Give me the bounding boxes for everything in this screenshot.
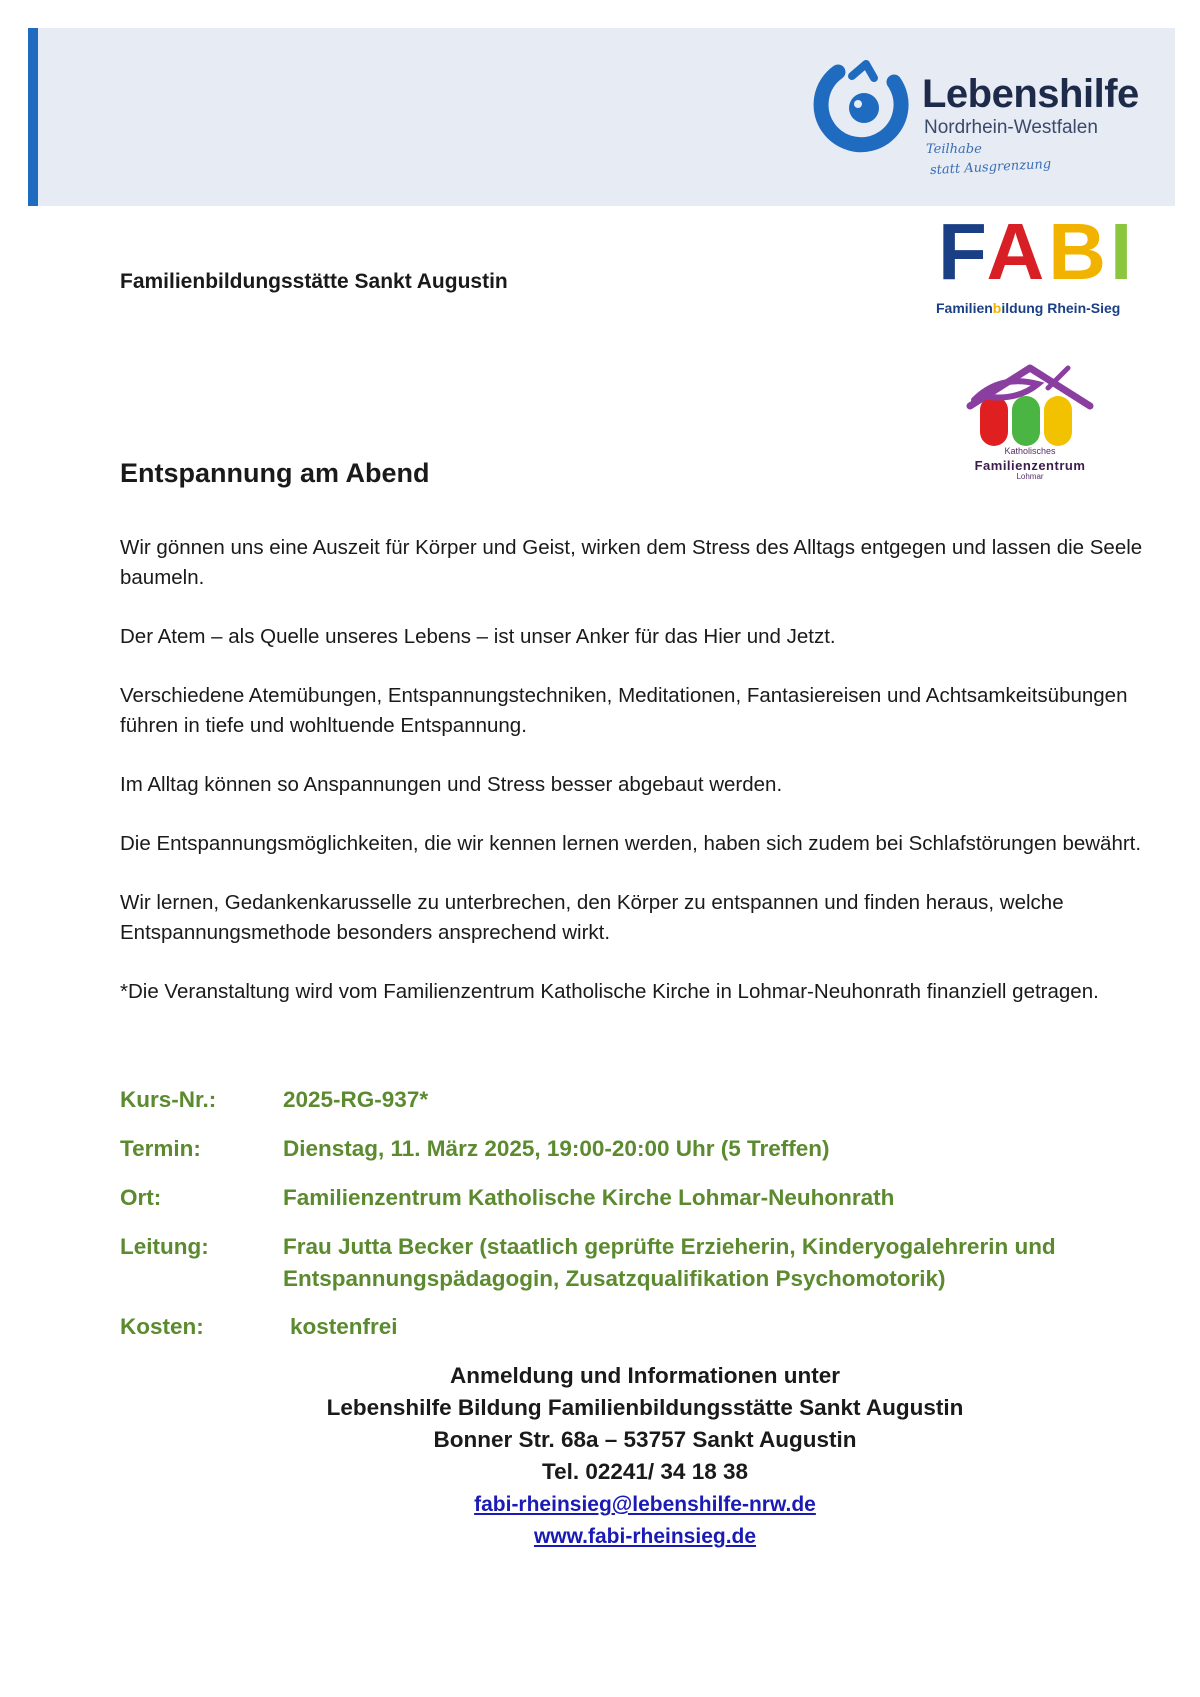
fabi-subtitle: [936, 300, 1120, 316]
fabi-sub-part3: ildung Rhein-Sieg: [1001, 300, 1121, 316]
lebenshilfe-slogan-line1: Teilhabe: [926, 142, 982, 157]
contact-block: [0, 1360, 1200, 1552]
lebenshilfe-name: Lebenshilfe: [922, 72, 1139, 116]
contact-website-link[interactable]: www.fabi-rheinsieg.de: [533, 1525, 757, 1548]
termin-label: Termin:: [120, 1136, 201, 1161]
fabi-letter-b: B: [1048, 207, 1111, 296]
description-paragraph: Der Atem – als Quelle unseres Lebens – ist unser Anker für das Hier und Jetzt.: [120, 625, 836, 648]
fabi-letter-i: I: [1110, 207, 1137, 296]
kosten-label: Kosten:: [120, 1314, 204, 1339]
leitung-label: Leitung:: [120, 1234, 209, 1259]
kurs-label: Kurs-Nr.:: [120, 1087, 217, 1112]
familienzentrum-house-icon: [960, 362, 1100, 452]
organization-name: Familienbildungsstätte Sankt Augustin: [120, 270, 508, 293]
kurs-value: 2025-RG-937*: [283, 1087, 429, 1112]
familienzentrum-bottom: Lohmar: [1016, 472, 1044, 481]
familienzentrum-name: Familienzentrum: [974, 458, 1086, 473]
ort-label: Ort:: [120, 1185, 162, 1210]
contact-intro: Anmeldung und Informationen unter: [450, 1363, 840, 1388]
funding-note: *Die Veranstaltung wird vom Familienzentrum Katholische Kirche in Lohmar-Neuhonrath finanziell getragen.: [120, 980, 1099, 1003]
fabi-sub-part1: Familien: [936, 300, 993, 316]
contact-phone: Tel. 02241/ 34 18 38: [542, 1459, 748, 1484]
description-paragraph: Wir gönnen uns eine Auszeit für Körper und Geist, wirken dem Stress des Alltags entgegen und lassen die Seele baumeln.: [120, 536, 1143, 589]
fabi-logo: [930, 207, 1170, 322]
course-title: Entspannung am Abend: [120, 458, 430, 488]
familienzentrum-logo: [960, 362, 1100, 482]
course-description: [120, 533, 1170, 1007]
fabi-sub-part2: b: [992, 300, 1002, 316]
description-paragraph: Im Alltag können so Anspannungen und Stress besser abgebaut werden.: [120, 773, 783, 796]
lebenshilfe-symbol-icon: [808, 58, 918, 158]
fabi-letters: [938, 207, 1137, 296]
lebenshilfe-region: Nordrhein-Westfalen: [924, 117, 1098, 138]
familienzentrum-top: Katholisches: [1004, 446, 1056, 456]
description-paragraph: Verschiedene Atemübungen, Entspannungstechniken, Meditationen, Fantasiereisen und Achtsamkeitsübungen führen in tiefe und wohltuende Entspannung.: [120, 684, 1128, 737]
contact-address: Bonner Str. 68a – 53757 Sankt Augustin: [433, 1427, 857, 1452]
description-paragraph: Wir lernen, Gedankenkarusselle zu unterbrechen, den Körper zu entspannen und finden heraus, welche Entspannungsmethode besonders ansprechend wirkt.: [120, 891, 1064, 944]
lebenshilfe-logo: [808, 50, 1168, 190]
kosten-value: kostenfrei: [290, 1314, 398, 1339]
lebenshilfe-slogan-line2: statt Ausgrenzung: [929, 156, 1052, 179]
contact-email-link[interactable]: fabi-rheinsieg@lebenshilfe-nrw.de: [474, 1493, 816, 1516]
contact-organization: Lebenshilfe Bildung Familienbildungsstätte Sankt Augustin: [326, 1395, 964, 1420]
fabi-letter-a: A: [986, 207, 1049, 296]
fabi-letter-f: F: [938, 207, 987, 296]
termin-value: Dienstag, 11. März 2025, 19:00-20:00 Uhr (5 Treffen): [283, 1136, 830, 1161]
description-paragraph: Die Entspannungsmöglichkeiten, die wir kennen lernen werden, haben sich zudem bei Schlafstörungen bewährt.: [120, 832, 1142, 855]
ort-value: Familienzentrum Katholische Kirche Lohmar-Neuhonrath: [283, 1185, 895, 1210]
leitung-value: Frau Jutta Becker (staatlich geprüfte Erzieherin, Kinderyogalehrerin und Entspannungspädagogin, Zusatzqualifikation Psychomotorik): [283, 1234, 1056, 1291]
